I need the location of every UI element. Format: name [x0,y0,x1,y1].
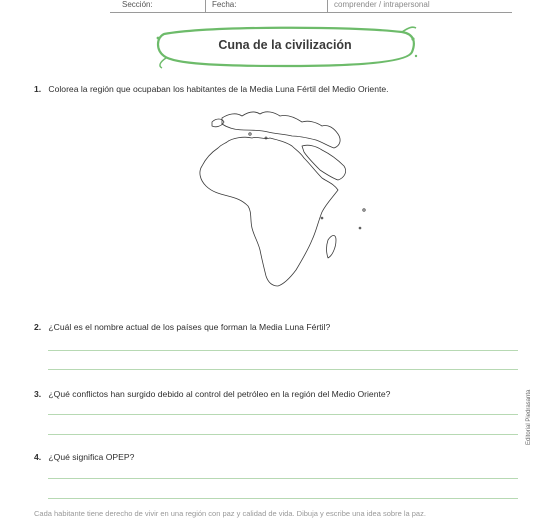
question-number: 3. [34,389,42,399]
header-divider [205,0,206,12]
question-4 [34,452,134,462]
competencia-label: comprender / intrapersonal [334,0,430,9]
africa-middle-east-map [192,100,372,300]
answer-line[interactable] [48,434,518,435]
answer-line[interactable] [48,414,518,415]
fecha-label: Fecha: [212,0,237,9]
question-number: 1. [34,84,42,94]
question-2 [34,322,330,332]
header-divider [327,0,328,12]
question-text: ¿Qué significa OPEP? [48,452,135,462]
publisher-credit: Editorial Piedrasanta [526,389,532,445]
header-strip [110,0,512,13]
answer-line[interactable] [48,369,518,370]
answer-line[interactable] [48,350,518,351]
header-rule [110,12,512,13]
answer-line[interactable] [48,478,518,479]
question-text: ¿Cuál es el nombre actual de los países que forman la Media Luna Fértil? [48,322,331,332]
question-number: 2. [34,322,42,332]
question-number: 4. [34,452,42,462]
answer-line[interactable] [48,498,518,499]
question-5-partial: Cada habitante tiene derecho de vivir en una región con paz y calidad de vida. Dibuja y escribe una idea sobre la paz. [34,509,426,518]
title-banner [150,22,420,72]
page-title: Cuna de la civilización [218,38,352,52]
question-1 [34,84,389,94]
question-text: ¿Qué conflictos han surgido debido al control del petróleo en la región del Medio Oriente? [48,389,391,399]
question-text: Colorea la región que ocupaban los habitantes de la Media Luna Fértil del Medio Oriente. [48,84,389,94]
question-3 [34,389,390,399]
seccion-label: Sección: [122,0,153,9]
